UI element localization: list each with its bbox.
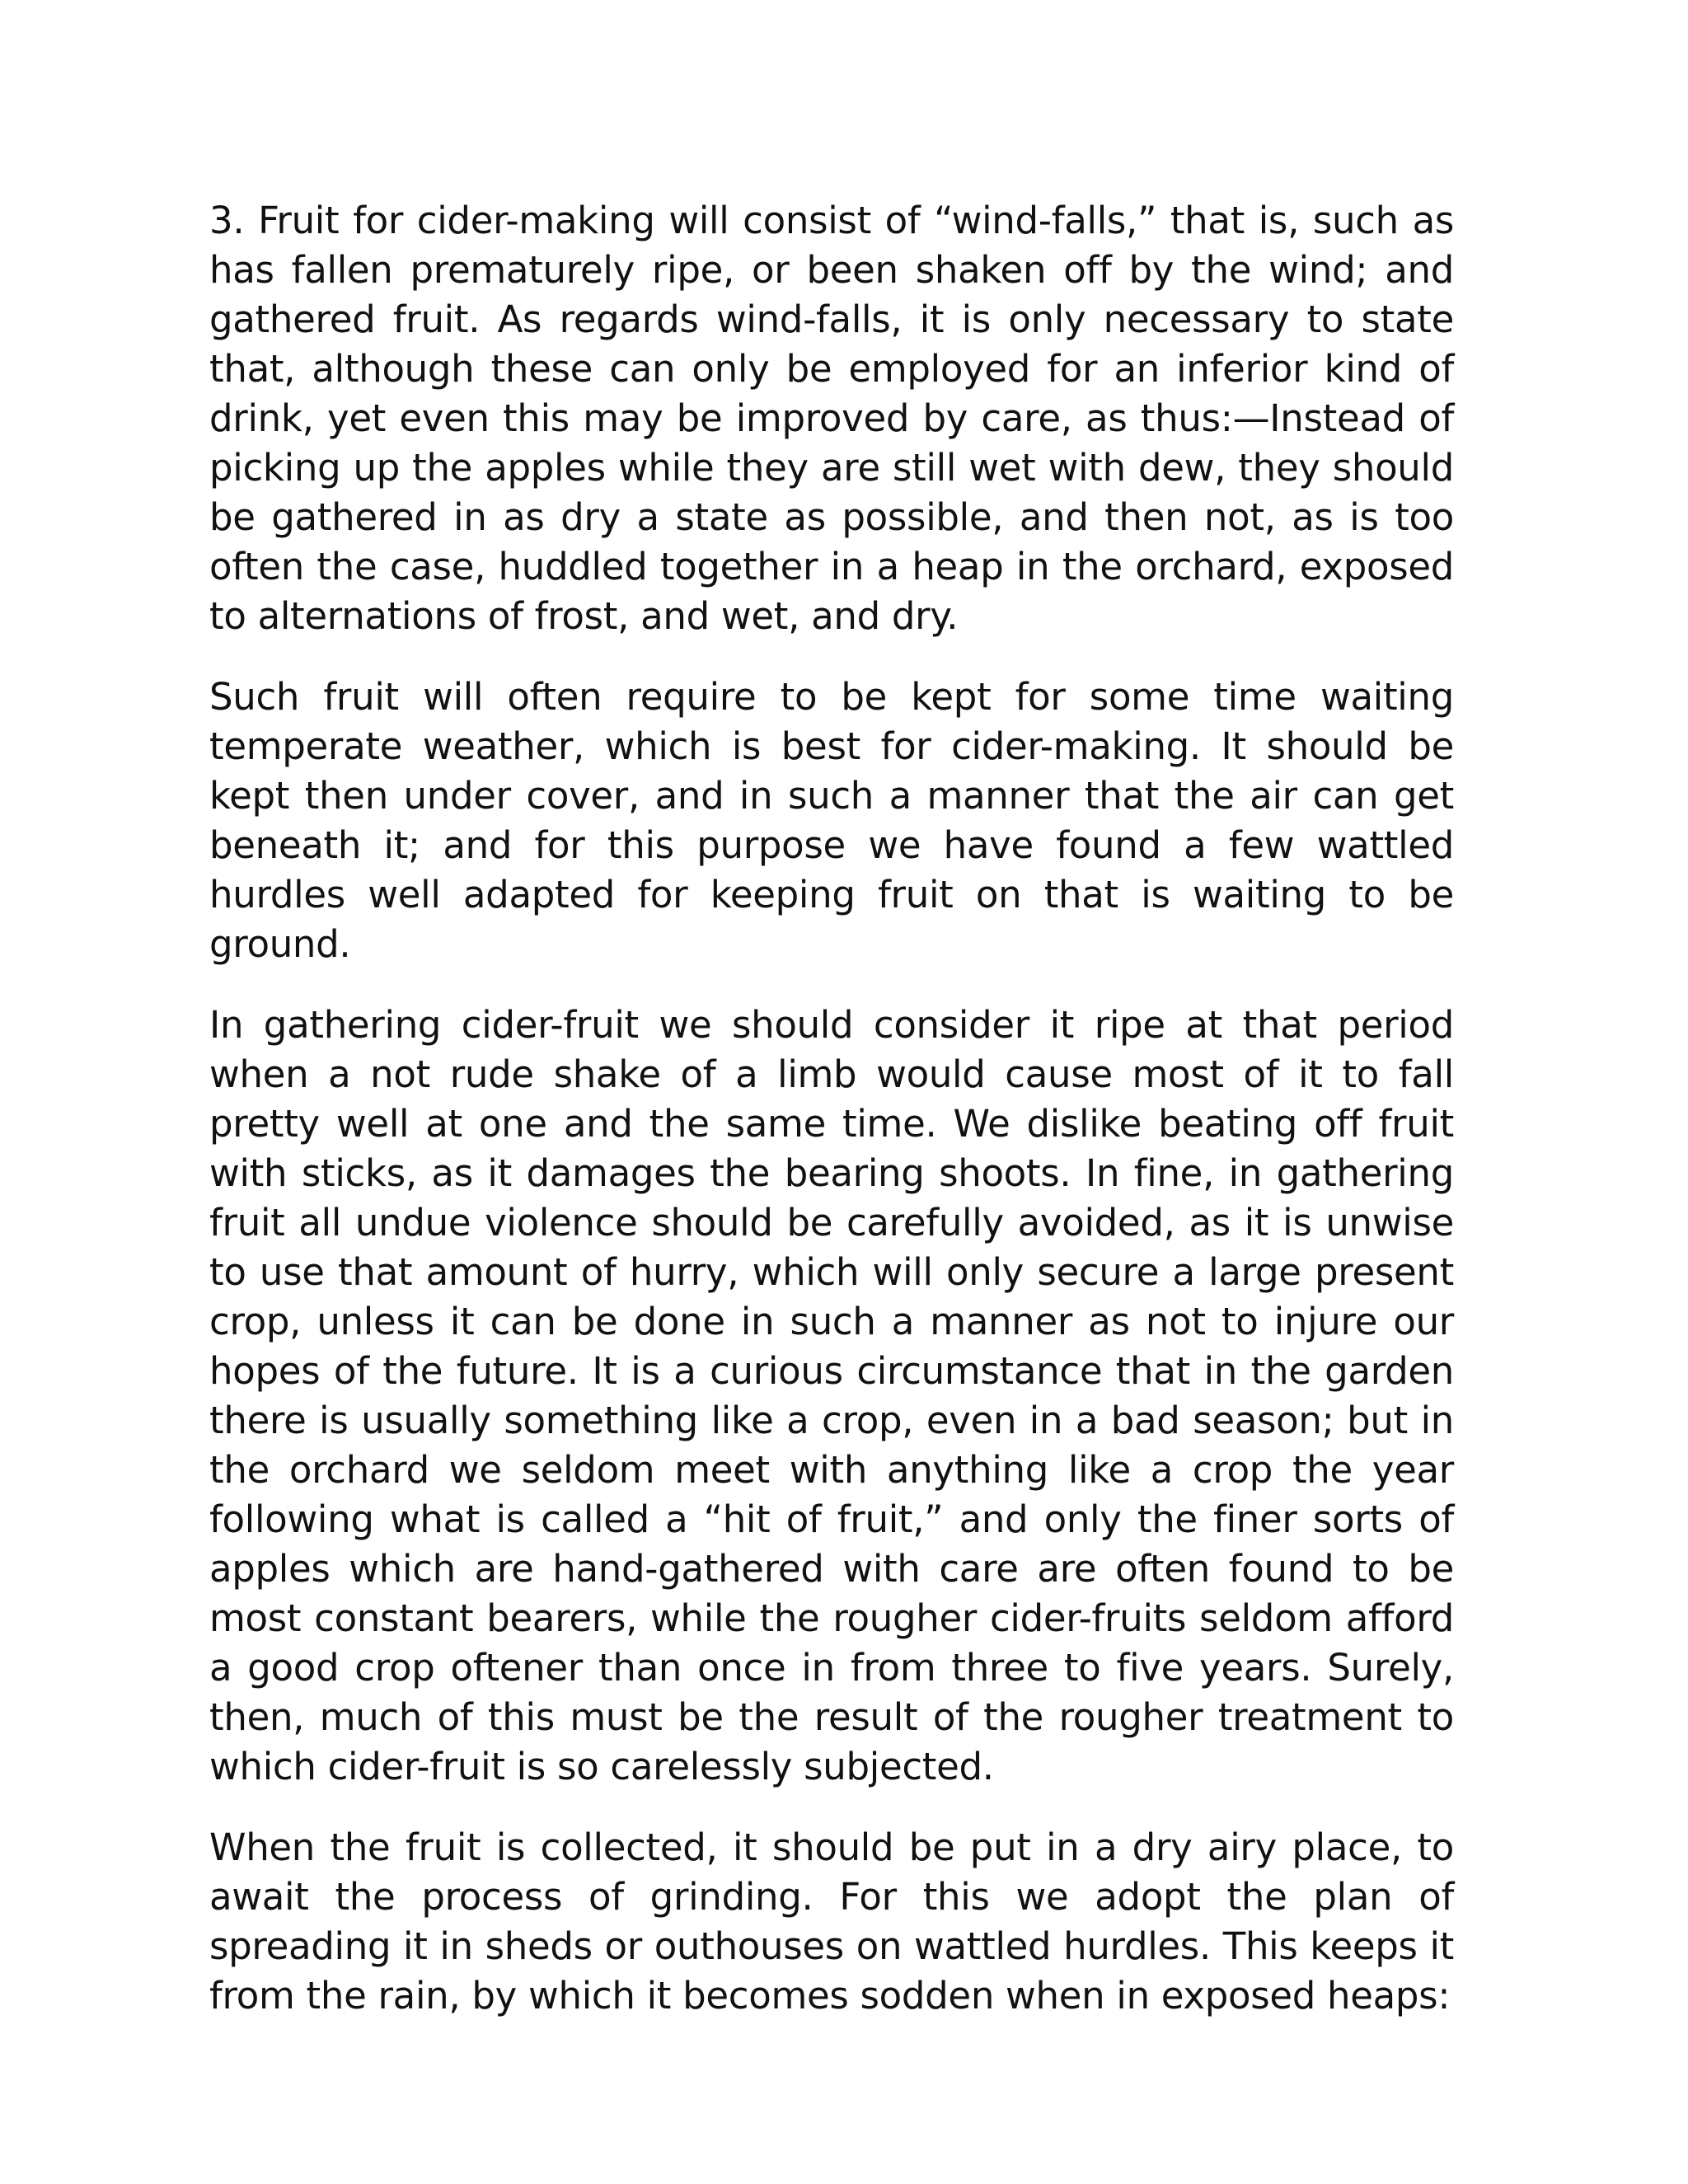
paragraph-gathering-cider-fruit: In gathering cider-fruit we should consider it ripe at that period when a not rude shake of a limb would cause most of it to fall pretty well at one and the same time. We dislike beating off fruit with sticks, as it damages the bearing shoots. In fine, in gathering fruit all undue violence should be carefully avoided, as it is unwise to use that amount of hurry, which will only secure a large present crop, unless it can be done in such a manner as not to injure our hopes of the future. It is a curious circumstance that in the garden there is usually something like a crop, even in a bad season; but in the orchard we seldom meet with anything like a crop the year following what is called a “hit of fruit,” and only the finer sorts of apples which are hand-gathered with care are often found to be most constant bearers, while the rougher cider-fruits seldom afford a good crop oftener than once in from three to five years. Surely, then, much of this must be the result of the rougher treatment to which cider-fruit is so carelessly subjected. bbox=[209, 1003, 1454, 1788]
document-page bbox=[209, 196, 1454, 2052]
paragraph-temperate-weather: Such fruit will often require to be kept for some time waiting temperate weather, which is best for cider-making. It should be kept then under cover, and in such a manner that the air can get beneath it; and for this purpose we have found a few wattled hurdles well adapted for keeping fruit on that is waiting to be ground. bbox=[209, 675, 1454, 966]
paragraph-wind-falls: 3. Fruit for cider-making will consist of “wind-falls,” that is, such as has fallen prematurely ripe, or been shaken off by the wind; and gathered fruit. As regards wind-falls, it is only necessary to state that, although these can only be employed for an inferior kind of drink, yet even this may be improved by care, as thus:—Instead of picking up the apples while they are still wet with dew, they should be gathered in as dry a state as possible, and then not, as is too often the case, huddled together in a heap in the orchard, exposed to alternations of frost, and wet, and dry. bbox=[209, 199, 1454, 638]
paragraph-fruit-collected: When the fruit is collected, it should be put in a dry airy place, to await the process of grinding. For this we adopt the plan of spreading it in sheds or outhouses on wattled hurdles. This keeps it from the rain, by which it becomes sodden when in exposed heaps: bbox=[209, 1825, 1454, 2018]
